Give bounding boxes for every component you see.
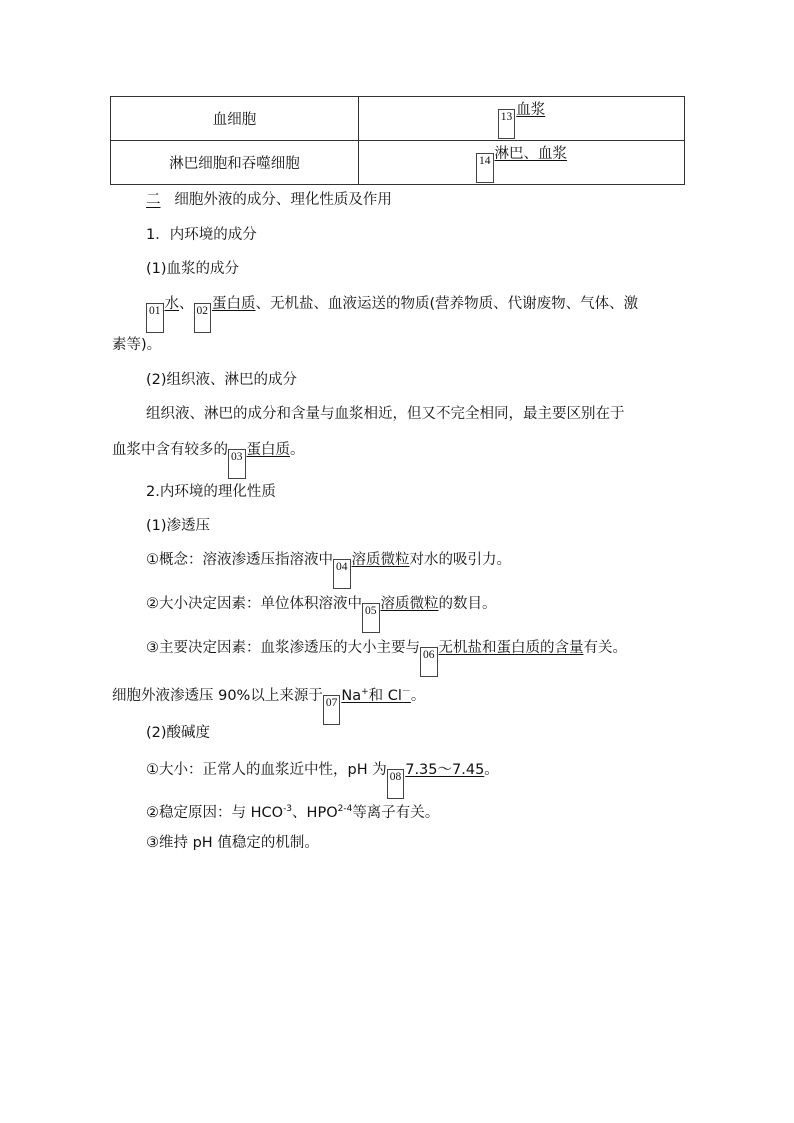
answer-text: 无机盐和蛋白质的含量 (438, 640, 584, 656)
heading-composition: 1．内环境的成分 (146, 227, 257, 243)
superscript: 2-4 (337, 804, 353, 814)
text: 。 (410, 687, 426, 704)
answer-number: 04 (333, 559, 351, 589)
answer-number: 08 (387, 769, 405, 799)
answer-text: 水 (164, 296, 179, 312)
answer-number: 03 (228, 449, 246, 479)
text: 的数目。 (438, 596, 497, 612)
section-index: 二 (146, 192, 161, 208)
section-title: 细胞外液的成分、理化性质及作用 (174, 192, 392, 208)
answer-text (341, 688, 411, 704)
heading-tissue: (2)组织液、淋巴的成分 (146, 372, 298, 388)
ph-mechanism: ③维持 pH 值稳定的机制。 (146, 835, 319, 851)
text: 、无机盐、血液运送的物质(营养物质、代谢废物、气体、激 (255, 296, 639, 312)
heading-ph: (2)酸碱度 (146, 725, 211, 741)
superscript: － (401, 687, 411, 697)
ph-size (146, 760, 499, 799)
answer-text: 溶质微粒 (351, 552, 410, 568)
answer-number: 06 (420, 647, 438, 677)
table-cell (359, 141, 685, 185)
osmotic-size (146, 594, 497, 633)
osmotic-main (146, 638, 627, 677)
text: 、HPO (292, 804, 338, 821)
osmotic-ions (112, 682, 425, 725)
plasma-line-2: 素等)。 (112, 337, 162, 353)
text: 和 Cl (368, 687, 402, 704)
tissue-line-1: 组织液、淋巴的成分和含量与血浆相近，但又不完全相同，最主要区别在于 (146, 406, 625, 422)
text: 、 (179, 296, 194, 312)
table-row (111, 97, 685, 141)
text: 血浆中含有较多的 (112, 442, 228, 458)
answer-text: 血浆 (516, 102, 546, 118)
osmotic-concept (146, 550, 511, 589)
tissue-table (110, 96, 685, 185)
answer-text: 溶质微粒 (380, 596, 439, 612)
section-heading (146, 190, 392, 210)
text: 。 (290, 442, 305, 458)
table-row (111, 141, 685, 185)
table-cell: 血细胞 (111, 97, 359, 141)
text: 对水的吸引力。 (409, 552, 511, 568)
answer-number: 14 (476, 153, 494, 183)
text: 细胞外液渗透压 90%以上来源于 (112, 687, 323, 704)
tissue-line-2 (112, 440, 305, 479)
heading-physchem: 2.内环境的理化性质 (146, 484, 276, 500)
answer-number: 07 (323, 695, 341, 725)
ph-stable (146, 799, 439, 823)
table-cell: 淋巴细胞和吞噬细胞 (111, 141, 359, 185)
superscript: -3 (283, 804, 293, 814)
answer-text: 蛋白质 (212, 296, 256, 312)
text: ②大小决定因素：单位体积溶液中 (146, 596, 362, 612)
text: ②稳定原因：与 HCO (146, 804, 284, 821)
answer-text: 蛋白质 (246, 442, 290, 458)
text: ①大小：正常人的血浆近中性，pH 为 (146, 762, 387, 778)
answer-number: 05 (362, 603, 380, 633)
text: 。 (484, 762, 499, 778)
text: 等离子有关。 (352, 804, 440, 821)
answer-text: 淋巴、血浆 (494, 146, 567, 162)
answer-text: 7.35～7.45 (405, 762, 485, 778)
heading-osmotic: (1)渗透压 (146, 518, 211, 534)
text: 有关。 (583, 640, 627, 656)
answer-number: 01 (146, 303, 164, 333)
plasma-line (146, 294, 638, 333)
table-cell (359, 97, 685, 141)
text: Na (341, 687, 362, 704)
answer-number: 02 (194, 303, 212, 333)
superscript: + (361, 687, 369, 697)
answer-number: 13 (498, 109, 516, 139)
heading-plasma: (1)血浆的成分 (146, 261, 240, 277)
text: ③主要决定因素：血浆渗透压的大小主要与 (146, 640, 420, 656)
text: ①概念：溶液渗透压指溶液中 (146, 552, 333, 568)
